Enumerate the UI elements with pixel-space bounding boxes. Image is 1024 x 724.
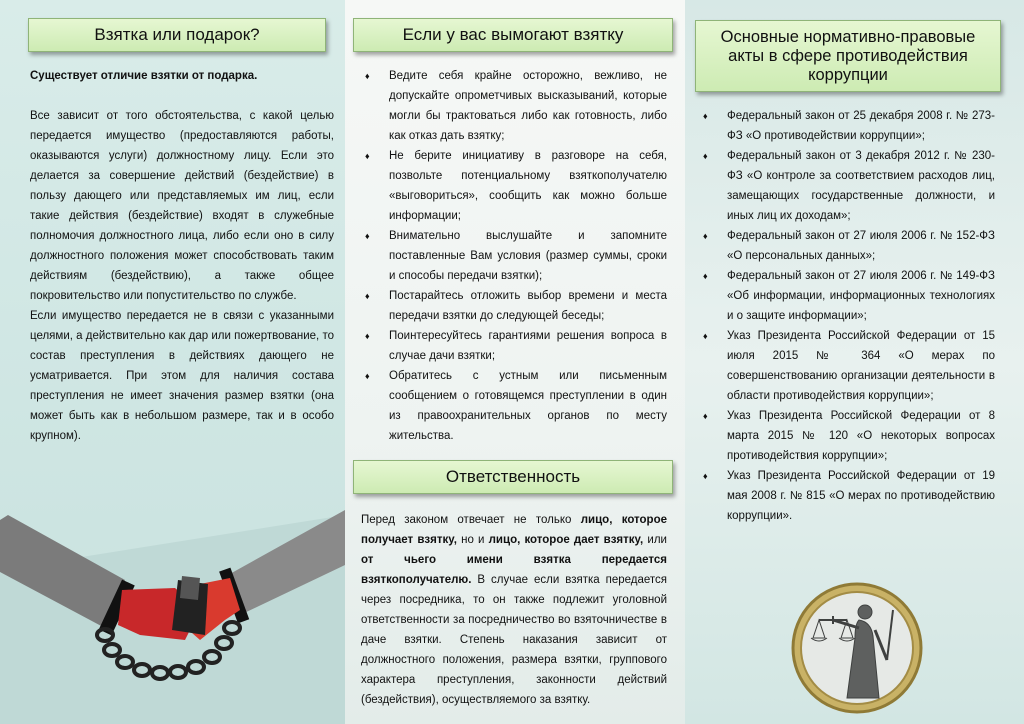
bullet-diamond-icon: ♦ <box>703 271 708 281</box>
text-run: В случае если взятка передается через посредника, то он также подлежит уголовной ответственности за посредничество во взяточничестве в даче взятки. Степень наказания зависит от должностного положения, размера взятки, группового характера преступления, законности действий (бездействия), осуществляемого за взятку. <box>361 574 667 706</box>
bold-run: лицо, которое получает взятку, <box>361 514 668 546</box>
list-item <box>359 326 667 366</box>
responsibility-text <box>361 510 667 710</box>
list-item <box>697 466 995 526</box>
list-item-text: Федеральный закон от 3 декабря 2012 г. № 230-ФЗ «О контроле за соответствием расходов лиц, замещающих государственные должности, и иных лиц их доходам»; <box>727 150 995 222</box>
bullet-diamond-icon: ♦ <box>703 331 708 341</box>
bullet-diamond-icon: ♦ <box>365 371 370 381</box>
bullet-diamond-icon: ♦ <box>703 111 708 121</box>
list-item-text: Ведите себя крайне осторожно, вежливо, не допускайте опрометчивых высказываний, которые могли бы трактоваться либо как готовность, либо как отказ дать взятку; <box>389 70 667 142</box>
heading-responsibility <box>353 460 673 494</box>
bullet-diamond-icon: ♦ <box>365 331 370 341</box>
bullet-diamond-icon: ♦ <box>703 471 708 481</box>
list-item <box>697 326 995 406</box>
column-bribe-or-gift <box>0 0 345 724</box>
list-item-text: Не берите инициативу в разговоре на себя, позвольте потенциальному взяткополучателю «выговориться», сообщить как можно больше информации; <box>389 150 667 222</box>
list-item-text: Постарайтесь отложить выбор времени и места передачи взятки до следующей беседы; <box>389 290 667 322</box>
list-item <box>697 266 995 326</box>
heading-text: Если у вас вымогают взятку <box>402 25 624 44</box>
list-item <box>697 406 995 466</box>
bullet-diamond-icon: ♦ <box>365 231 370 241</box>
heading-bribe-or-gift <box>28 18 326 52</box>
extortion-list <box>359 66 667 446</box>
bullet-diamond-icon: ♦ <box>703 231 708 241</box>
list-item <box>359 366 667 446</box>
heading-extortion <box>353 18 673 52</box>
subheading: Существует отличие взятки от подарка. <box>30 70 258 82</box>
heading-text: Ответственность <box>445 467 581 486</box>
column-extortion <box>345 0 685 724</box>
heading-text: Взятка или подарок? <box>94 25 260 44</box>
bold-run: лицо, которое дает взятку, <box>488 534 644 546</box>
list-item-text: Указ Президента Российской Федерации от 19 мая 2008 г. № 815 «О мерах по противодействию коррупции». <box>727 470 995 522</box>
paragraph-1: Все зависит от того обстоятельства, с какой целью передается имущество (предоставляются работы, оказываются услуги) должностному лицу. Если это делается за совершение действий (бездействие) в пользу дающего или представляемых им лиц, если такие действия (бездействие) входят в служебные полномочия должностного лица, либо если оно в силу должностного положения может способствовать таким действиям (бездействию), а также общее покровительство или попустительство по службе. <box>30 110 334 302</box>
heading-text: Основные нормативно-правовые акты в сфере противодействия коррупции <box>720 27 976 84</box>
list-item <box>697 146 995 226</box>
paragraph-2: Если имущество передается не в связи с указанными целями, а действительно как дар или пожертвование, то состав преступления в действиях дающего не усматривается. При этом для наличия состава преступления не имеет значения размер взятки (она может быть как в небольшом размере, так и в особо крупном). <box>30 310 334 442</box>
list-item-text: Указ Президента Российской Федерации от 8 марта 2015 № 120 «О некоторых вопросах противодействия коррупции»; <box>727 410 995 462</box>
list-item-text: Федеральный закон от 25 декабря 2008 г. № 273-ФЗ «О противодействии коррупции»; <box>727 110 995 142</box>
list-item-text: Поинтересуйтесь гарантиями решения вопроса в случае дачи взятки; <box>389 330 667 362</box>
list-item <box>697 226 995 266</box>
list-item <box>697 106 995 146</box>
lady-justice-emblem <box>789 580 925 716</box>
list-item-text: Обратитесь с устным или письменным сообщением о готовящемся преступлении в один из правоохранительных органов по месту жительства. <box>389 370 667 442</box>
list-item-text: Внимательно выслушайте и запомните поставленные Вам условия (размер суммы, сроки и способы передачи взятки); <box>389 230 667 282</box>
bullet-diamond-icon: ♦ <box>365 291 370 301</box>
list-item <box>359 226 667 286</box>
text-run: Перед законом отвечает не только <box>361 514 581 526</box>
handshake-handcuffs-image <box>0 500 345 724</box>
money-bills-2 <box>180 576 200 600</box>
responsibility-paragraph <box>361 510 667 710</box>
list-item <box>359 286 667 326</box>
bold-run: от чьего имени взятка передается взяткополучателю. <box>361 554 667 586</box>
list-item-text: Федеральный закон от 27 июля 2006 г. № 149-ФЗ «Об информации, информационных технологиях и о защите информации»; <box>727 270 995 322</box>
bullet-diamond-icon: ♦ <box>703 151 708 161</box>
bullet-diamond-icon: ♦ <box>365 71 370 81</box>
text-run: или <box>643 534 667 546</box>
heading-legal-acts <box>695 20 1001 92</box>
list-item-text: Указ Президента Российской Федерации от 15 июля 2015 № 364 «О мерах по совершенствованию организации деятельности в области противодействия коррупции»; <box>727 330 995 402</box>
bullet-diamond-icon: ♦ <box>703 411 708 421</box>
list-item <box>359 66 667 146</box>
legal-acts-list <box>697 106 995 526</box>
column-legal-acts <box>685 0 1024 724</box>
bullet-diamond-icon: ♦ <box>365 151 370 161</box>
list-item <box>359 146 667 226</box>
text-run: но и <box>456 534 489 546</box>
bribe-gift-text <box>30 66 334 446</box>
list-item-text: Федеральный закон от 27 июля 2006 г. № 152-ФЗ «О персональных данных»; <box>727 230 995 262</box>
